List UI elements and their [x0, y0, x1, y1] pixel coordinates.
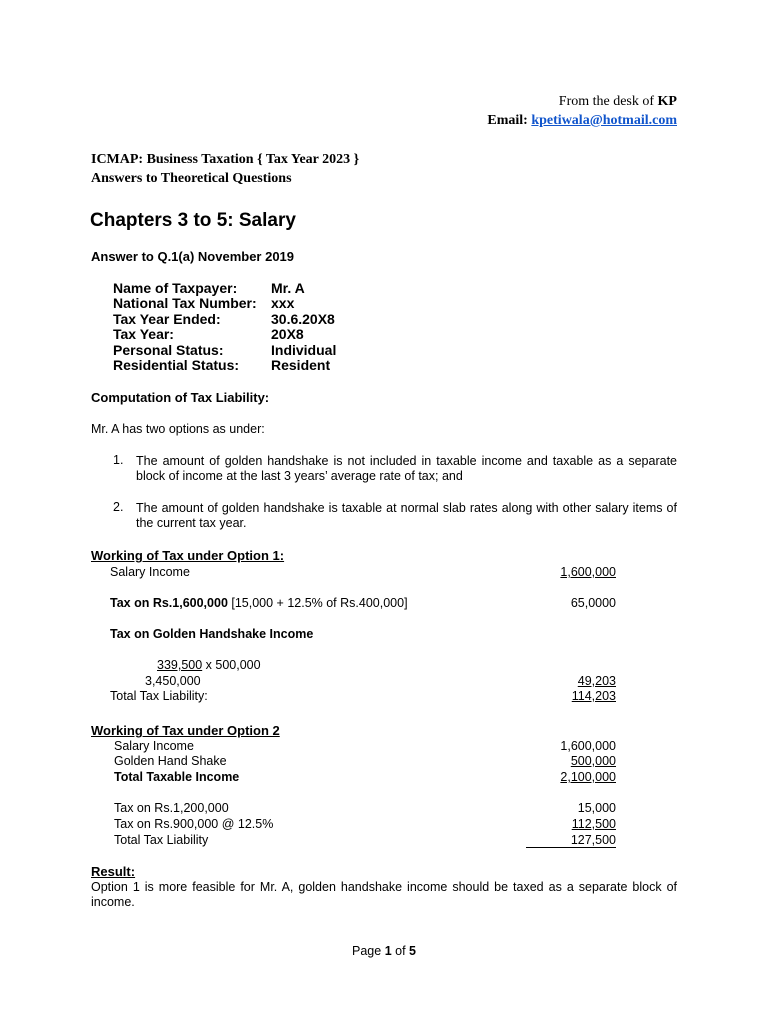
option1-total-value: 114,203 — [571, 689, 616, 703]
email-link[interactable]: kpetiwala@hotmail.com — [531, 113, 677, 128]
option-number: 2. — [113, 500, 124, 514]
option-2-line1: The amount of golden handshake is taxable at normal slab rates along with other salary items of — [136, 501, 677, 515]
computation-heading: Computation of Tax Liability: — [91, 390, 270, 405]
from-desk-line — [559, 94, 677, 110]
option2-tax1-label: Tax on Rs.1,200,000 — [114, 801, 229, 815]
course-subtitle: Answers to Theoretical Questions — [91, 171, 292, 186]
result-heading: Result: — [91, 864, 136, 879]
email-label: Email: — [487, 113, 528, 128]
option1-tax-label: Tax on Rs.1,600,000 [15,000 + 12.5% of Rs.400,000] — [110, 596, 408, 610]
option2-salary-label: Salary Income — [114, 739, 194, 753]
taxpayer-label: Tax Year Ended: — [113, 311, 221, 327]
option2-total-label: Total Tax Liability — [114, 833, 209, 847]
result-line1: Option 1 is more feasible for Mr. A, golden handshake income should be taxed as a separate block of — [91, 880, 677, 894]
option1-tax-value: 65,0000 — [570, 596, 616, 610]
taxpayer-label: Personal Status: — [113, 342, 224, 358]
taxpayer-value: xxx — [271, 295, 295, 311]
taxpayer-label: Name of Taxpayer: — [113, 280, 238, 296]
taxpayer-label: National Tax Number: — [113, 295, 257, 311]
chapter-title: Chapters 3 to 5: Salary — [90, 210, 296, 231]
from-desk-name: KP — [657, 94, 677, 109]
result-line2: income. — [91, 895, 135, 909]
email-line — [487, 113, 677, 129]
golden-handshake-heading: Tax on Golden Handshake Income — [110, 627, 314, 641]
option-2-line2: the current tax year. — [136, 516, 247, 530]
option2-taxable-label: Total Taxable Income — [114, 770, 240, 784]
option1-salary-value: 1,600,000 — [560, 565, 616, 579]
taxpayer-label: Tax Year: — [113, 326, 174, 342]
taxpayer-value: 20X8 — [271, 326, 304, 342]
option-1-line2: block of income at the last 3 years’ average rate of tax; and — [136, 469, 463, 483]
option1-heading: Working of Tax under Option 1: — [91, 548, 285, 563]
intro-text: Mr. A has two options as under: — [91, 422, 265, 436]
option1-total-label: Total Tax Liability: — [110, 689, 208, 703]
option2-tax2-value: 112,500 — [571, 817, 616, 831]
taxpayer-value: 30.6.20X8 — [271, 311, 335, 327]
option2-salary-value: 1,600,000 — [560, 739, 616, 753]
option1-salary-label: Salary Income — [110, 565, 190, 579]
option-number: 1. — [113, 453, 124, 467]
taxpayer-value: Mr. A — [271, 280, 305, 296]
option2-heading: Working of Tax under Option 2 — [91, 723, 280, 738]
taxpayer-label: Residential Status: — [113, 357, 240, 373]
option-1-line1: The amount of golden handshake is not included in taxable income and taxable as a separate — [136, 454, 677, 468]
fraction-denominator: 3,450,000 — [145, 674, 201, 688]
option2-taxable-value: 2,100,000 — [560, 770, 616, 784]
taxpayer-value: Resident — [271, 357, 331, 373]
option2-tax1-value: 15,000 — [577, 801, 616, 815]
page-number: Page 1 of 5 — [352, 944, 416, 958]
question-heading: Answer to Q.1(a) November 2019 — [91, 249, 295, 264]
option2-golden-value: 500,000 — [570, 754, 616, 768]
option2-golden-label: Golden Hand Shake — [114, 754, 227, 768]
from-desk-prefix: From the desk of — [558, 94, 658, 109]
taxpayer-value: Individual — [271, 342, 337, 358]
fraction-numerator: 339,500 x 500,000 — [157, 658, 261, 672]
option2-total-value: 127,500 — [526, 833, 616, 848]
golden-tax-value: 49,203 — [577, 674, 616, 688]
course-title: ICMAP: Business Taxation { Tax Year 2023 } — [91, 152, 360, 167]
option2-tax2-label: Tax on Rs.900,000 @ 12.5% — [114, 817, 274, 831]
